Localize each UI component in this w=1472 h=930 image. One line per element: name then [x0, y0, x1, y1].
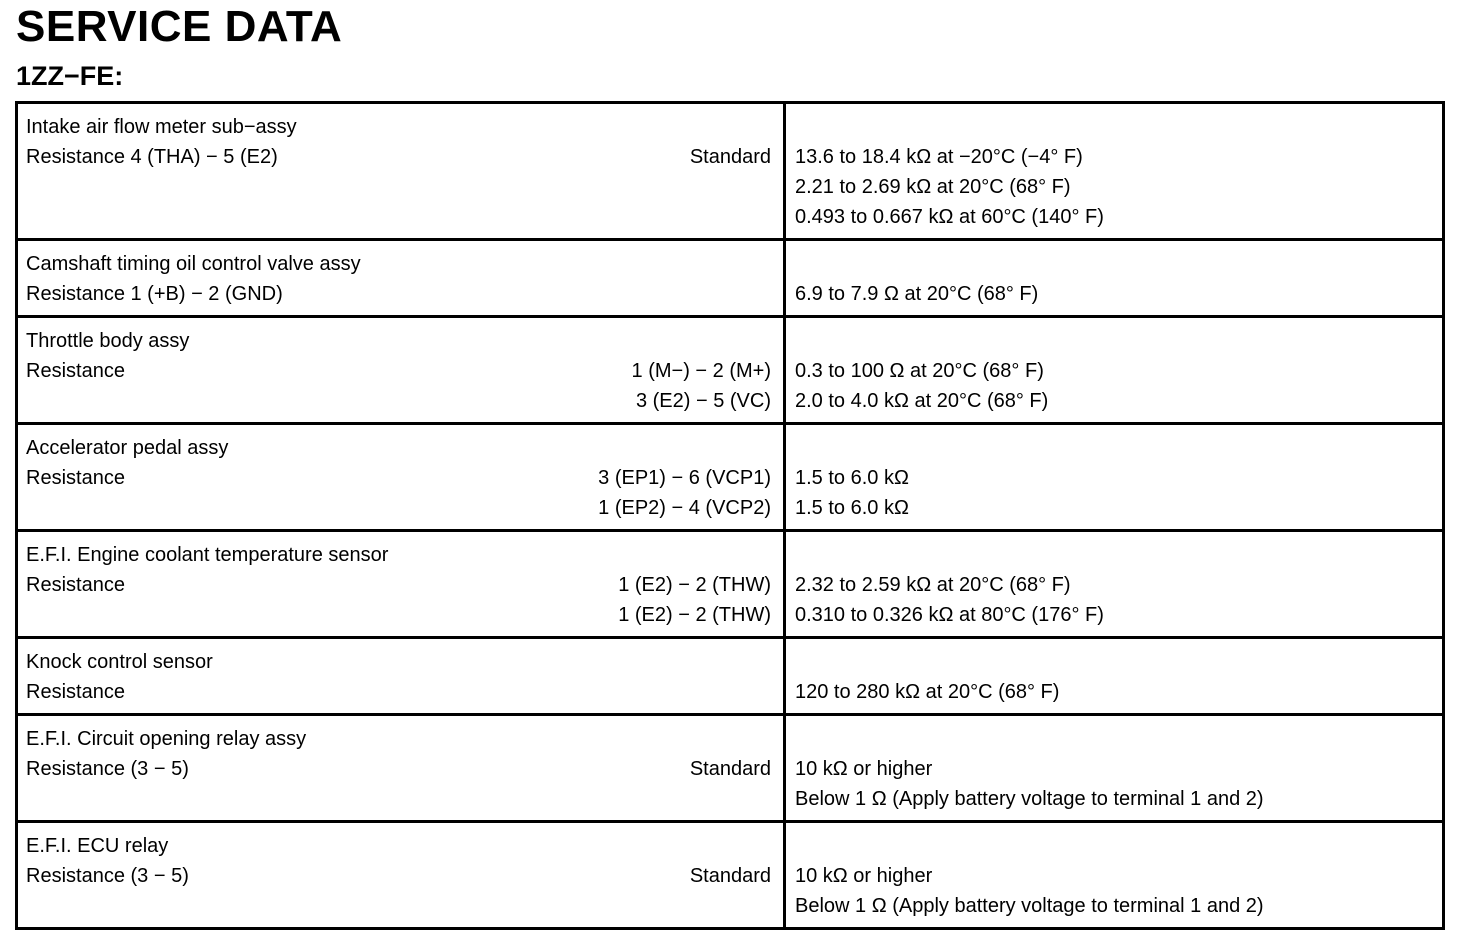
condition-line [26, 861, 771, 891]
component-name: E.F.I. Circuit opening relay assy [26, 728, 307, 750]
condition-label: Resistance 1 (+B) − 2 (GND) [26, 283, 283, 305]
spec-value: 1.5 to 6.0 kΩ [795, 467, 909, 489]
spec-value: 0.310 to 0.326 kΩ at 80°C (176° F) [795, 604, 1104, 626]
component-cell [18, 639, 786, 713]
component-name: Throttle body assy [26, 330, 190, 352]
table-row [18, 716, 1442, 823]
component-name: E.F.I. Engine coolant temperature sensor [26, 544, 389, 566]
spec-value: 2.21 to 2.69 kΩ at 20°C (68° F) [795, 176, 1071, 198]
component-name: E.F.I. ECU relay [26, 835, 169, 857]
condition-line [26, 754, 771, 784]
value-cell [786, 639, 1442, 713]
condition-line [26, 142, 771, 172]
condition-label: Resistance [26, 467, 125, 489]
condition-line [26, 463, 771, 493]
value-cell [786, 241, 1442, 315]
spec-value: 10 kΩ or higher [795, 865, 933, 887]
spec-value: Below 1 Ω (Apply battery voltage to terminal 1 and 2) [795, 788, 1264, 810]
spec-value: 10 kΩ or higher [795, 758, 933, 780]
terminal-spec: Standard [689, 865, 771, 887]
terminal-spec: 3 (E2) − 5 (VC) [635, 390, 771, 412]
condition-label: Resistance 4 (THA) − 5 (E2) [26, 146, 278, 168]
page-title: SERVICE DATA [16, 2, 343, 51]
value-cell [786, 104, 1442, 238]
table-row [18, 532, 1442, 639]
condition-line [26, 279, 771, 309]
table-row [18, 104, 1442, 241]
spec-value: 0.493 to 0.667 kΩ at 60°C (140° F) [795, 206, 1104, 228]
component-name: Camshaft timing oil control valve assy [26, 253, 361, 275]
table-row [18, 823, 1442, 930]
terminal-spec: 1 (M−) − 2 (M+) [631, 360, 771, 382]
component-cell [18, 823, 786, 927]
component-name: Knock control sensor [26, 651, 213, 673]
value-cell [786, 716, 1442, 820]
component-cell [18, 425, 786, 529]
component-cell [18, 716, 786, 820]
condition-line [26, 570, 771, 600]
terminal-spec: 1 (EP2) − 4 (VCP2) [598, 497, 771, 519]
value-cell [786, 823, 1442, 927]
condition-label: Resistance [26, 574, 125, 596]
condition-line [26, 386, 771, 416]
terminal-spec: Standard [689, 758, 771, 780]
condition-line [26, 356, 771, 386]
service-data-table [15, 101, 1445, 930]
value-cell [786, 425, 1442, 529]
value-cell [786, 532, 1442, 636]
condition-label: Resistance (3 − 5) [26, 865, 189, 887]
spec-value: 2.0 to 4.0 kΩ at 20°C (68° F) [795, 390, 1049, 412]
spec-value: 120 to 280 kΩ at 20°C (68° F) [795, 681, 1060, 703]
engine-subtitle: 1ZZ−FE: [16, 61, 124, 91]
value-cell [786, 318, 1442, 422]
spec-value: 0.3 to 100 Ω at 20°C (68° F) [795, 360, 1044, 382]
table-row [18, 639, 1442, 716]
condition-label: Resistance (3 − 5) [26, 758, 189, 780]
component-cell [18, 318, 786, 422]
component-cell [18, 104, 786, 238]
spec-value: 13.6 to 18.4 kΩ at −20°C (−4° F) [795, 146, 1083, 168]
spec-value: 6.9 to 7.9 Ω at 20°C (68° F) [795, 283, 1039, 305]
table-row [18, 318, 1442, 425]
terminal-spec: Standard [689, 146, 771, 168]
component-name: Intake air flow meter sub−assy [26, 116, 297, 138]
terminal-spec: 3 (EP1) − 6 (VCP1) [598, 467, 771, 489]
terminal-spec: 1 (E2) − 2 (THW) [618, 604, 771, 626]
condition-line [26, 677, 771, 707]
component-name: Accelerator pedal assy [26, 437, 229, 459]
condition-line [26, 600, 771, 630]
condition-label: Resistance [26, 681, 125, 703]
table-row [18, 425, 1442, 532]
condition-label: Resistance [26, 360, 125, 382]
spec-value: 1.5 to 6.0 kΩ [795, 497, 909, 519]
component-cell [18, 241, 786, 315]
component-cell [18, 532, 786, 636]
terminal-spec: 1 (E2) − 2 (THW) [618, 574, 771, 596]
condition-line [26, 493, 771, 523]
table-row [18, 241, 1442, 318]
spec-value: 2.32 to 2.59 kΩ at 20°C (68° F) [795, 574, 1071, 596]
spec-value: Below 1 Ω (Apply battery voltage to terminal 1 and 2) [795, 895, 1264, 917]
